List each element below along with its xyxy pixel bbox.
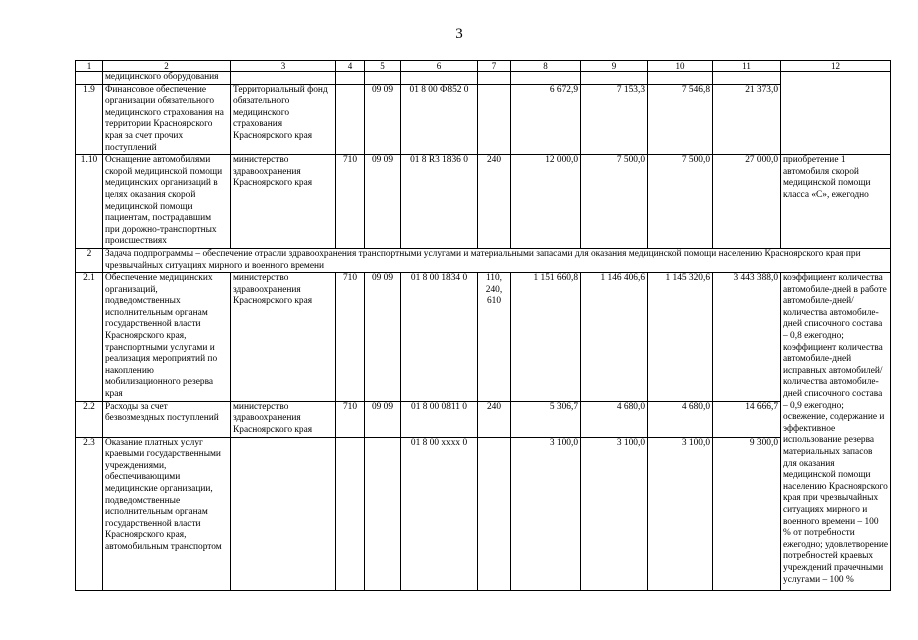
year2-cell: 7 153,3 bbox=[581, 84, 648, 155]
table-row bbox=[76, 401, 891, 437]
row-number-cell: 1.9 bbox=[76, 84, 103, 155]
grbs-cell bbox=[336, 437, 365, 590]
activity-name-cell: Оказание платных услуг краевыми государственными учреждениями, обеспечивающими медицинские организации, подведомственные исполнительным органам государственной власти Красноярского края, автомобильным транспортом bbox=[103, 437, 231, 590]
responsible-cell: министерство здравоохранения Красноярского края bbox=[231, 401, 336, 437]
program-activities-table bbox=[75, 60, 891, 591]
vr-cell bbox=[478, 437, 511, 590]
rzpr-cell: 09 09 bbox=[365, 273, 401, 402]
vr-cell: 240 bbox=[478, 401, 511, 437]
column-numbers-row bbox=[76, 61, 891, 72]
grbs-cell: 710 bbox=[336, 401, 365, 437]
vr-cell bbox=[478, 72, 511, 85]
row-number-cell: 2.2 bbox=[76, 401, 103, 437]
vr-cell: 110, 240, 610 bbox=[478, 273, 511, 402]
grbs-cell: 710 bbox=[336, 155, 365, 249]
grbs-cell bbox=[336, 72, 365, 85]
responsible-cell: министерство здравоохранения Красноярского края bbox=[231, 273, 336, 402]
row-number-cell: 2.3 bbox=[76, 437, 103, 590]
grbs-cell: 710 bbox=[336, 273, 365, 402]
vr-cell: 240 bbox=[478, 155, 511, 249]
rzpr-cell: 09 09 bbox=[365, 84, 401, 155]
task-description: Задача подпрограммы – обеспечение отрасли здравоохранения транспортными услугами и материальными запасами для оказания медицинской помощи населению Красноярского края при чрезвычайных ситуациях мирного и военного времени bbox=[103, 248, 891, 272]
year2-cell bbox=[581, 72, 648, 85]
year1-cell: 1 151 660,8 bbox=[511, 273, 581, 402]
row-number-cell: 2.1 bbox=[76, 273, 103, 402]
year1-cell bbox=[511, 72, 581, 85]
year2-cell: 7 500,0 bbox=[581, 155, 648, 249]
column-number: 5 bbox=[365, 61, 401, 72]
column-number: 7 bbox=[478, 61, 511, 72]
activity-name-cell: Обеспечение медицинских организаций, подведомственных исполнительным органам государственной власти Красноярского края, транспортными услугами и реализация мероприятий по накоплению мобилизационного резерва края bbox=[103, 273, 231, 402]
column-number: 10 bbox=[648, 61, 713, 72]
column-number: 4 bbox=[336, 61, 365, 72]
vr-cell bbox=[478, 84, 511, 155]
total-cell: 3 443 388,0 bbox=[713, 273, 781, 402]
responsible-cell: министерство здравоохранения Красноярского края bbox=[231, 155, 336, 249]
year3-cell: 4 680,0 bbox=[648, 401, 713, 437]
rzpr-cell bbox=[365, 72, 401, 85]
page-number: 3 bbox=[455, 26, 463, 42]
activity-name-cell: Оснащение автомобилями скорой медицинской помощи медицинских организаций в целях оказания скорой медицинской помощи пациентам, пострадавшим при дорожно-транспортных происшествиях bbox=[103, 155, 231, 249]
column-number: 9 bbox=[581, 61, 648, 72]
year1-cell: 12 000,0 bbox=[511, 155, 581, 249]
csr-cell: 01 8 00 xxxx 0 bbox=[401, 437, 478, 590]
row-number-cell bbox=[76, 72, 103, 85]
column-number: 3 bbox=[231, 61, 336, 72]
table-row bbox=[76, 155, 891, 249]
year2-cell: 3 100,0 bbox=[581, 437, 648, 590]
year3-cell: 7 546,8 bbox=[648, 84, 713, 155]
column-number: 11 bbox=[713, 61, 781, 72]
csr-cell bbox=[401, 72, 478, 85]
year1-cell: 5 306,7 bbox=[511, 401, 581, 437]
year2-cell: 4 680,0 bbox=[581, 401, 648, 437]
result-cell bbox=[781, 72, 891, 155]
column-number: 8 bbox=[511, 61, 581, 72]
table-row bbox=[76, 273, 891, 402]
table-row bbox=[76, 437, 891, 590]
column-number: 12 bbox=[781, 61, 891, 72]
responsible-cell bbox=[231, 72, 336, 85]
csr-cell: 01 8 R3 1836 0 bbox=[401, 155, 478, 249]
responsible-cell bbox=[231, 437, 336, 590]
rzpr-cell bbox=[365, 437, 401, 590]
activity-name-cell: Финансовое обеспечение организации обязательного медицинского страхования на территории Красноярского края за счет прочих поступлений bbox=[103, 84, 231, 155]
csr-cell: 01 8 00 1834 0 bbox=[401, 273, 478, 402]
column-number: 2 bbox=[103, 61, 231, 72]
responsible-cell: Территориальный фонд обязательного медицинского страхования Красноярского края bbox=[231, 84, 336, 155]
year3-cell: 1 145 320,6 bbox=[648, 273, 713, 402]
column-number: 1 bbox=[76, 61, 103, 72]
table-row bbox=[76, 84, 891, 155]
table-row bbox=[76, 72, 891, 85]
year3-cell: 7 500,0 bbox=[648, 155, 713, 249]
activity-name-cell: медицинского оборудования bbox=[103, 72, 231, 85]
rzpr-cell: 09 09 bbox=[365, 155, 401, 249]
total-cell bbox=[713, 72, 781, 85]
grbs-cell bbox=[336, 84, 365, 155]
year3-cell bbox=[648, 72, 713, 85]
result-cell: коэффициент количества автомобиле-дней в работе автомобиле-дней/количества автомобиле-дней списочного состава – 0,8 ежегодно; коэффициент количества автомобиле-дней исправных автомобилей/количества автомобиле-дней списочного состава – 0,9 ежегодно; освежение, содержание и эффективное использование резерва материальных запасов для оказания медицинской помощи населению Красноярского края при чрезвычайных ситуациях мирного и военного времени – 100 % от потребности ежегодно; удовлетворение потребностей краевых учреждений прачечными услугами – 100 % bbox=[781, 273, 891, 591]
rzpr-cell: 09 09 bbox=[365, 401, 401, 437]
total-cell: 9 300,0 bbox=[713, 437, 781, 590]
total-cell: 27 000,0 bbox=[713, 155, 781, 249]
result-cell: приобретение 1 автомобиля скорой медицинской помощи класса «С», ежегодно bbox=[781, 155, 891, 249]
row-number-cell: 1.10 bbox=[76, 155, 103, 249]
year1-cell: 6 672,9 bbox=[511, 84, 581, 155]
csr-cell: 01 8 00 Ф852 0 bbox=[401, 84, 478, 155]
activity-name-cell: Расходы за счет безвозмездных поступлений bbox=[103, 401, 231, 437]
column-number: 6 bbox=[401, 61, 478, 72]
csr-cell: 01 8 00 0811 0 bbox=[401, 401, 478, 437]
total-cell: 21 373,0 bbox=[713, 84, 781, 155]
total-cell: 14 666,7 bbox=[713, 401, 781, 437]
task-row bbox=[76, 248, 891, 272]
task-number-cell: 2 bbox=[76, 248, 103, 272]
year2-cell: 1 146 406,6 bbox=[581, 273, 648, 402]
year3-cell: 3 100,0 bbox=[648, 437, 713, 590]
year1-cell: 3 100,0 bbox=[511, 437, 581, 590]
